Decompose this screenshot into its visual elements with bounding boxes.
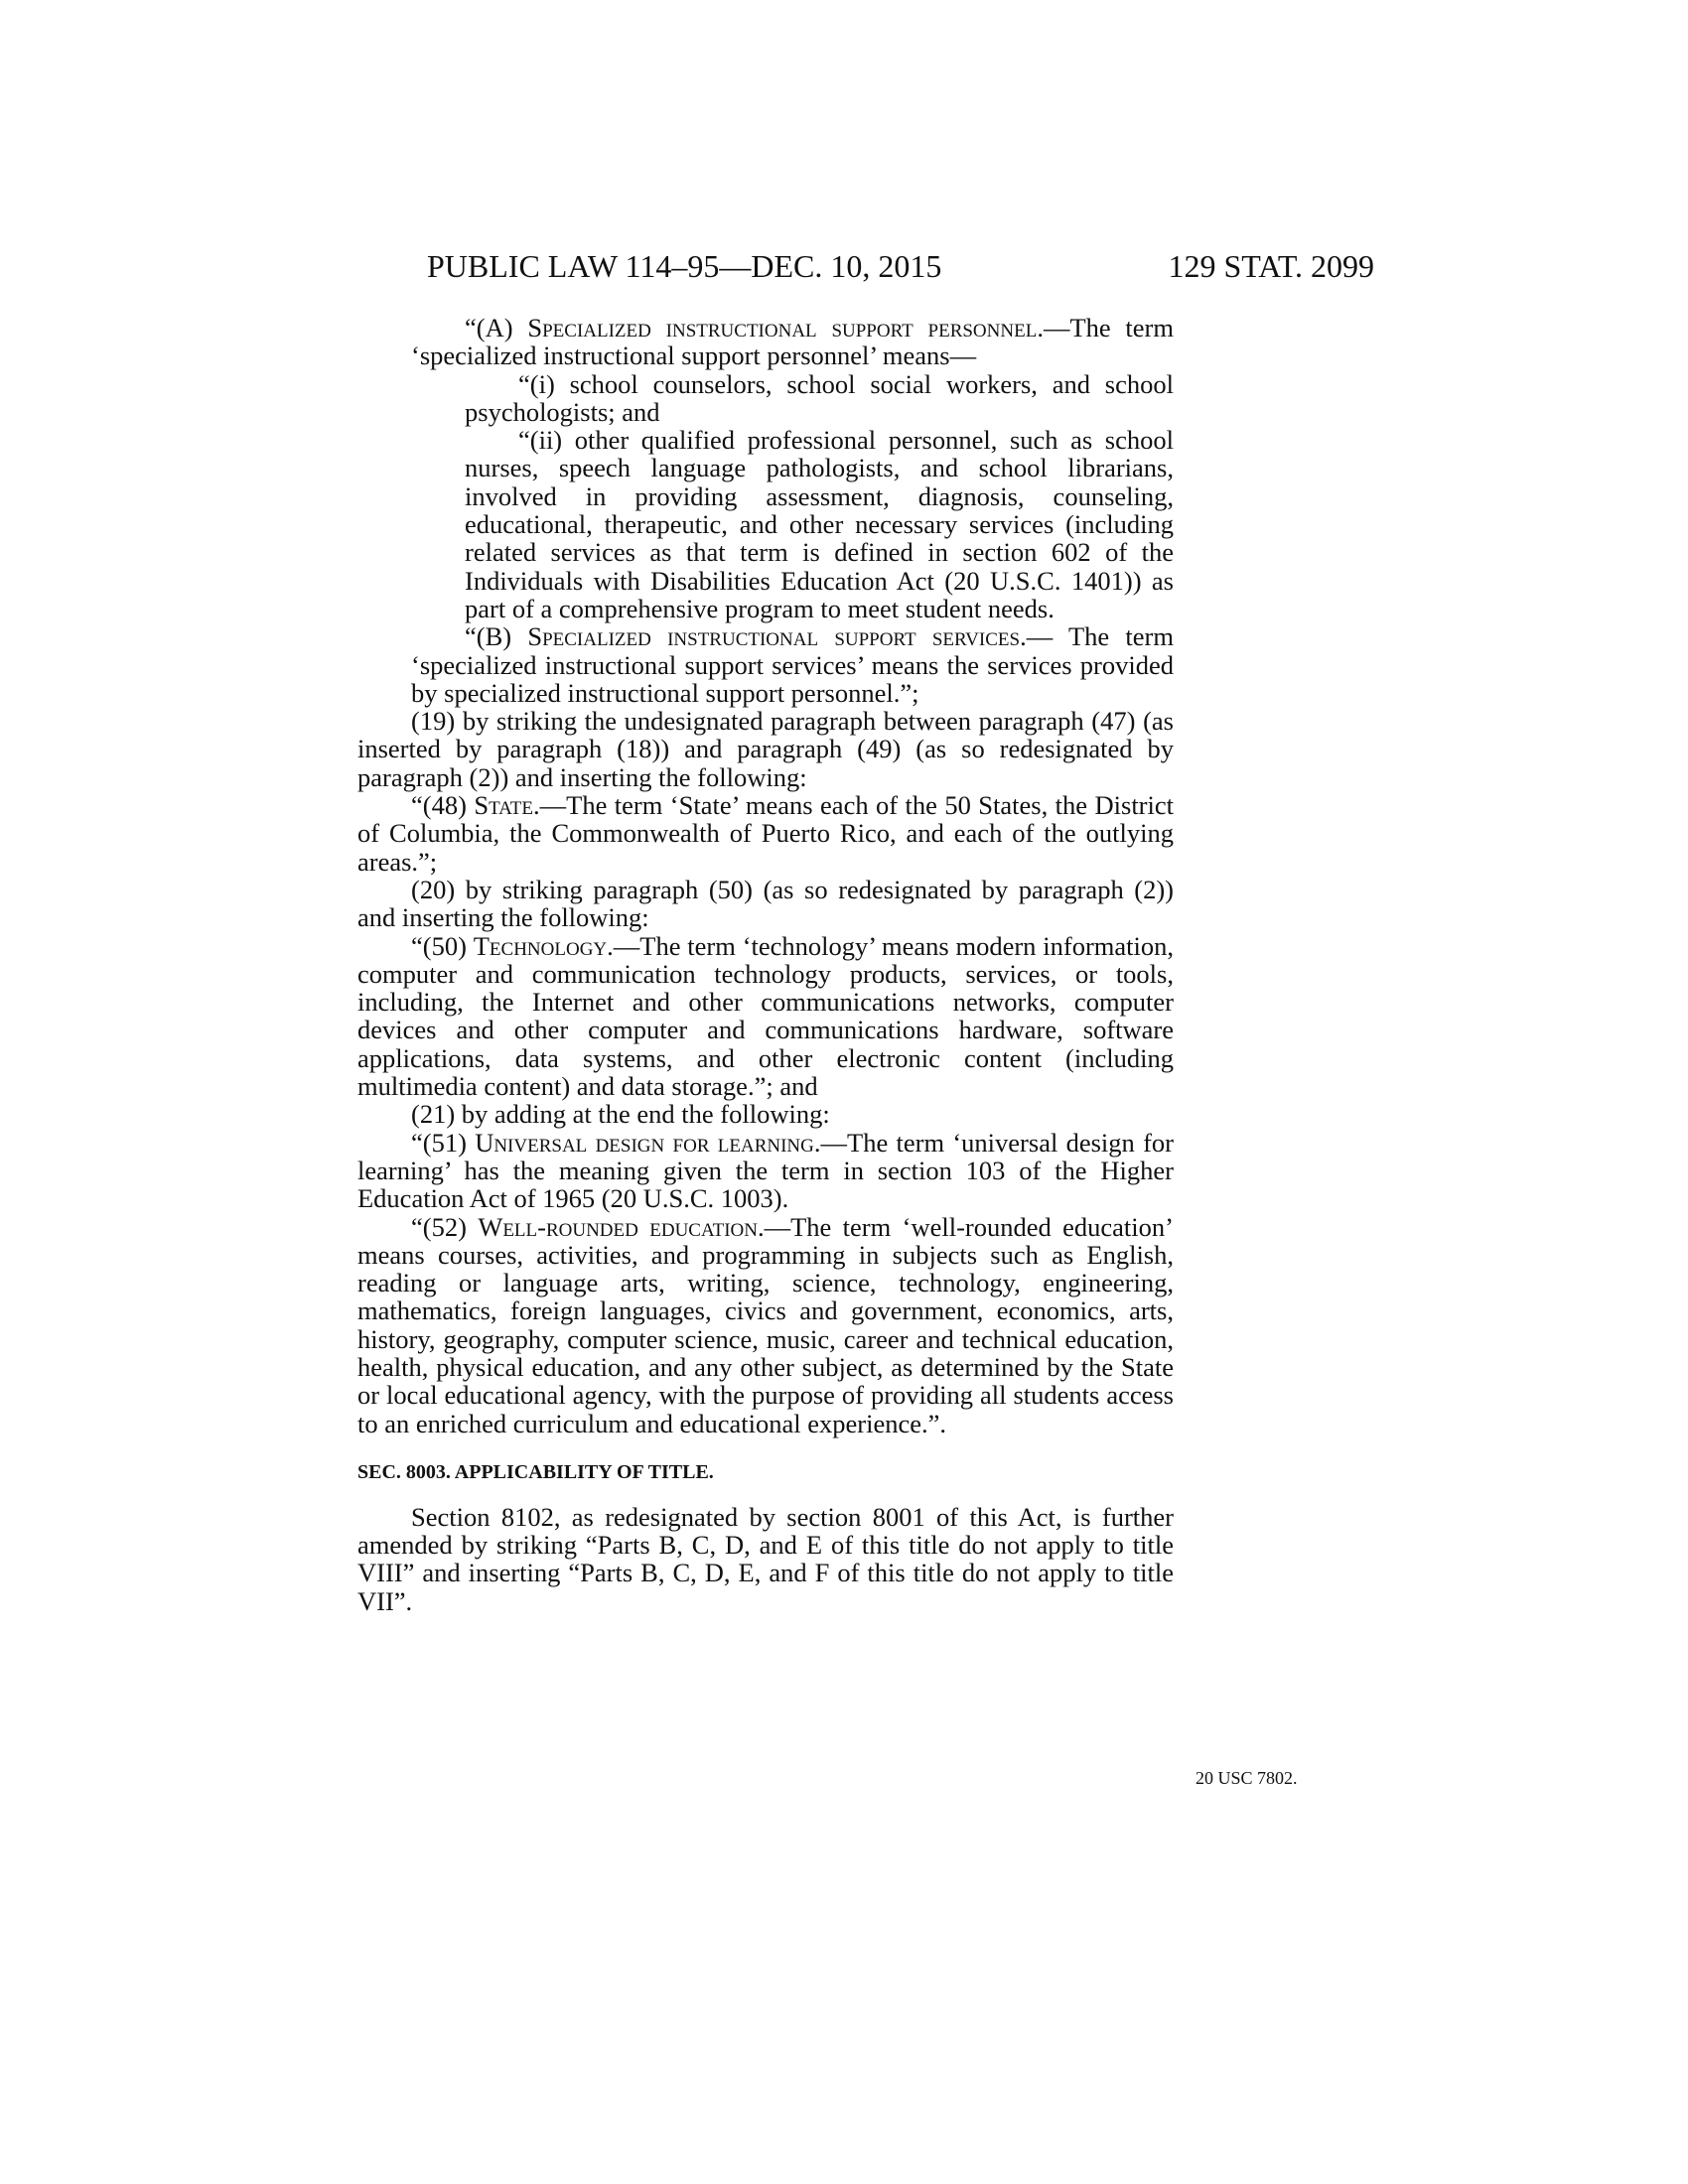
page-header — [427, 246, 1374, 286]
header-stat-page: 129 STAT. 2099 — [1168, 248, 1374, 284]
term-heading: State — [474, 790, 534, 821]
amendment-20: (20) by striking paragraph (50) (as so redesignated by paragraph (2)) and inserting the following: — [357, 874, 1174, 933]
document-body — [357, 314, 1174, 1615]
section-8003-text: Section 8102, as redesignated by section 8001 of this Act, is further amended by striking “Parts B, C, D, and E of this title do not apply to title VIII” and inserting “Parts B, C, D, E, and F of this title do not apply to title VII”. — [357, 1501, 1174, 1616]
paragraph-a-definition: “(A) Specialized instructional support personnel.—The term ‘specialized instructional support personnel’ means— — [411, 313, 1174, 371]
definition-48-state: “(48) State.—The term ‘State’ means each of the 50 States, the District of Columbia, the Commonwealth of Puerto Rico, and each of the outlying areas.”; — [357, 790, 1174, 877]
section-heading: SEC. 8003. APPLICABILITY OF TITLE. — [357, 1460, 714, 1483]
term-heading: Well-rounded education — [478, 1211, 758, 1242]
header-public-law: PUBLIC LAW 114–95—DEC. 10, 2015 — [427, 248, 942, 284]
term-heading: Specialized instructional support personnel — [527, 313, 1038, 342]
margin-citation: 20 USC 7802. — [1196, 1768, 1298, 1788]
clause-ii: “(ii) other qualified professional personnel, such as school nurses, speech language pathologists, and school librarians, involved in providing assessment, diagnosis, counseling, educational, therapeutic, and other necessary services (including related services as that term is defined in section 602 of the Individuals with Disabilities Education Act (20 U.S.C. 1401)) as part of a comprehensive program to meet student needs. — [465, 425, 1174, 623]
amendment-19: (19) by striking the undesignated paragraph between paragraph (47) (as inserted by paragraph (18)) and paragraph (49) (as so redesignated by paragraph (2)) and inserting the following: — [357, 706, 1174, 792]
definition-51-universal-design: “(51) Universal design for learning.—The term ‘universal design for learning’ has the meaning given the term in section 103 of the Higher Education Act of 1965 (20 U.S.C. 1003). — [357, 1127, 1174, 1214]
definition-50-technology: “(50) Technology.—The term ‘technology’ means modern information, computer and communication technology products, services, or tools, including, the Internet and other communications networks, computer devices and other computer and communications hardware, software applications, data systems, and other electronic content (including multimedia content) and data storage.”; and — [357, 930, 1174, 1102]
term-heading: Technology — [473, 930, 608, 961]
definition-52-well-rounded-education: “(52) Well-rounded education.—The term ‘well-rounded education’ means courses, activities, and programming in subjects such as English, reading or language arts, writing, science, technology, engineering, mathematics, foreign languages, civics and government, economics, arts, history, geography, computer science, music, career and technical education, health, physical education, and any other subject, as determined by the State or local educational agency, with the purpose of providing all students access to an enriched curriculum and educational experience.”. — [357, 1211, 1174, 1438]
amendment-21: (21) by adding at the end the following: — [411, 1099, 830, 1130]
paragraph-b-definition: “(B) Specialized instructional support services.— The term ‘specialized instructional support services’ means the services provided by specialized instructional support personnel.”; — [411, 621, 1174, 708]
clause-i: “(i) school counselors, school social workers, and school psychologists; and — [465, 368, 1174, 427]
term-heading: Specialized instructional support services — [527, 621, 1021, 652]
term-heading: Universal design for learning — [475, 1127, 814, 1158]
